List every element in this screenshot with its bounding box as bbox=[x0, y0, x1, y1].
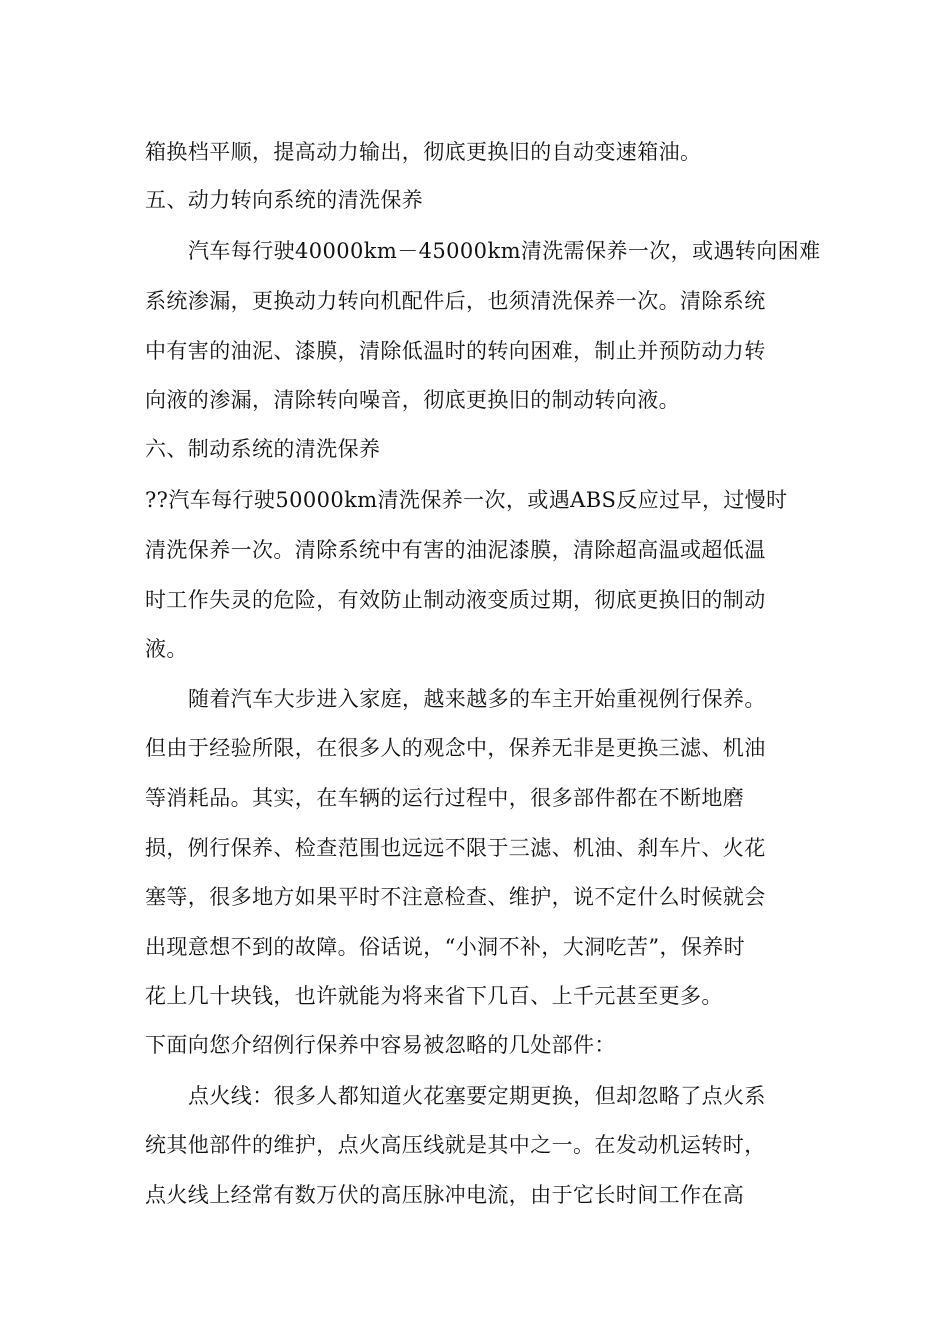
text-line: 等消耗品。其实，在车辆的运行过程中，很多部件都在不断地磨 bbox=[145, 786, 745, 810]
text-line: 出现意想不到的故障。俗话说，“小洞不补，大洞吃苦”，保养时 bbox=[145, 935, 746, 959]
text-line: 清洗保养一次。清除系统中有害的油泥漆膜，清除超高温或超低温 bbox=[145, 538, 766, 562]
text-line: 汽车每行驶40000km－45000km清洗需保养一次，或遇转向困难 bbox=[188, 239, 821, 263]
text-line: 向液的渗漏，清除转向噪音，彻底更换旧的制动转向液。 bbox=[145, 388, 680, 412]
text-line: 点火线：很多人都知道火花塞要定期更换，但却忽略了点火系 bbox=[188, 1084, 766, 1108]
text-line: 统其他部件的维护，点火高压线就是其中之一。在发动机运转时， bbox=[145, 1133, 766, 1157]
text-line: 塞等，很多地方如果平时不注意检查、维护，说不定什么时候就会 bbox=[145, 885, 766, 909]
text-line: 液。 bbox=[145, 637, 188, 661]
text-line: 损，例行保养、检查范围也远远不限于三滤、机油、刹车片、火花 bbox=[145, 836, 766, 860]
section-heading: 六、制动系统的清洗保养 bbox=[145, 437, 381, 461]
text-line: 时工作失灵的危险，有效防止制动液变质过期，彻底更换旧的制动 bbox=[145, 588, 766, 612]
text-line: ??汽车每行驶50000km清洗保养一次，或遇ABS反应过早，过慢时 bbox=[145, 488, 788, 512]
text-line: 箱换档平顺，提高动力输出，彻底更换旧的自动变速箱油。 bbox=[145, 140, 702, 164]
text-line: 随着汽车大步进入家庭，越来越多的车主开始重视例行保养。 bbox=[188, 687, 766, 711]
text-line: 点火线上经常有数万伏的高压脉冲电流，由于它长时间工作在高 bbox=[145, 1183, 745, 1207]
text-line: 但由于经验所限，在很多人的观念中，保养无非是更换三滤、机油 bbox=[145, 736, 766, 760]
text-line: 中有害的油泥、漆膜，清除低温时的转向困难，制止并预防动力转 bbox=[145, 339, 766, 363]
text-line: 系统渗漏，更换动力转向机配件后，也须清洗保养一次。清除系统 bbox=[145, 289, 766, 313]
text-line: 下面向您介绍例行保养中容易被忽略的几处部件： bbox=[145, 1033, 616, 1057]
section-heading: 五、动力转向系统的清洗保养 bbox=[145, 188, 424, 212]
text-line: 花上几十块钱，也许就能为将来省下几百、上千元甚至更多。 bbox=[145, 984, 723, 1008]
